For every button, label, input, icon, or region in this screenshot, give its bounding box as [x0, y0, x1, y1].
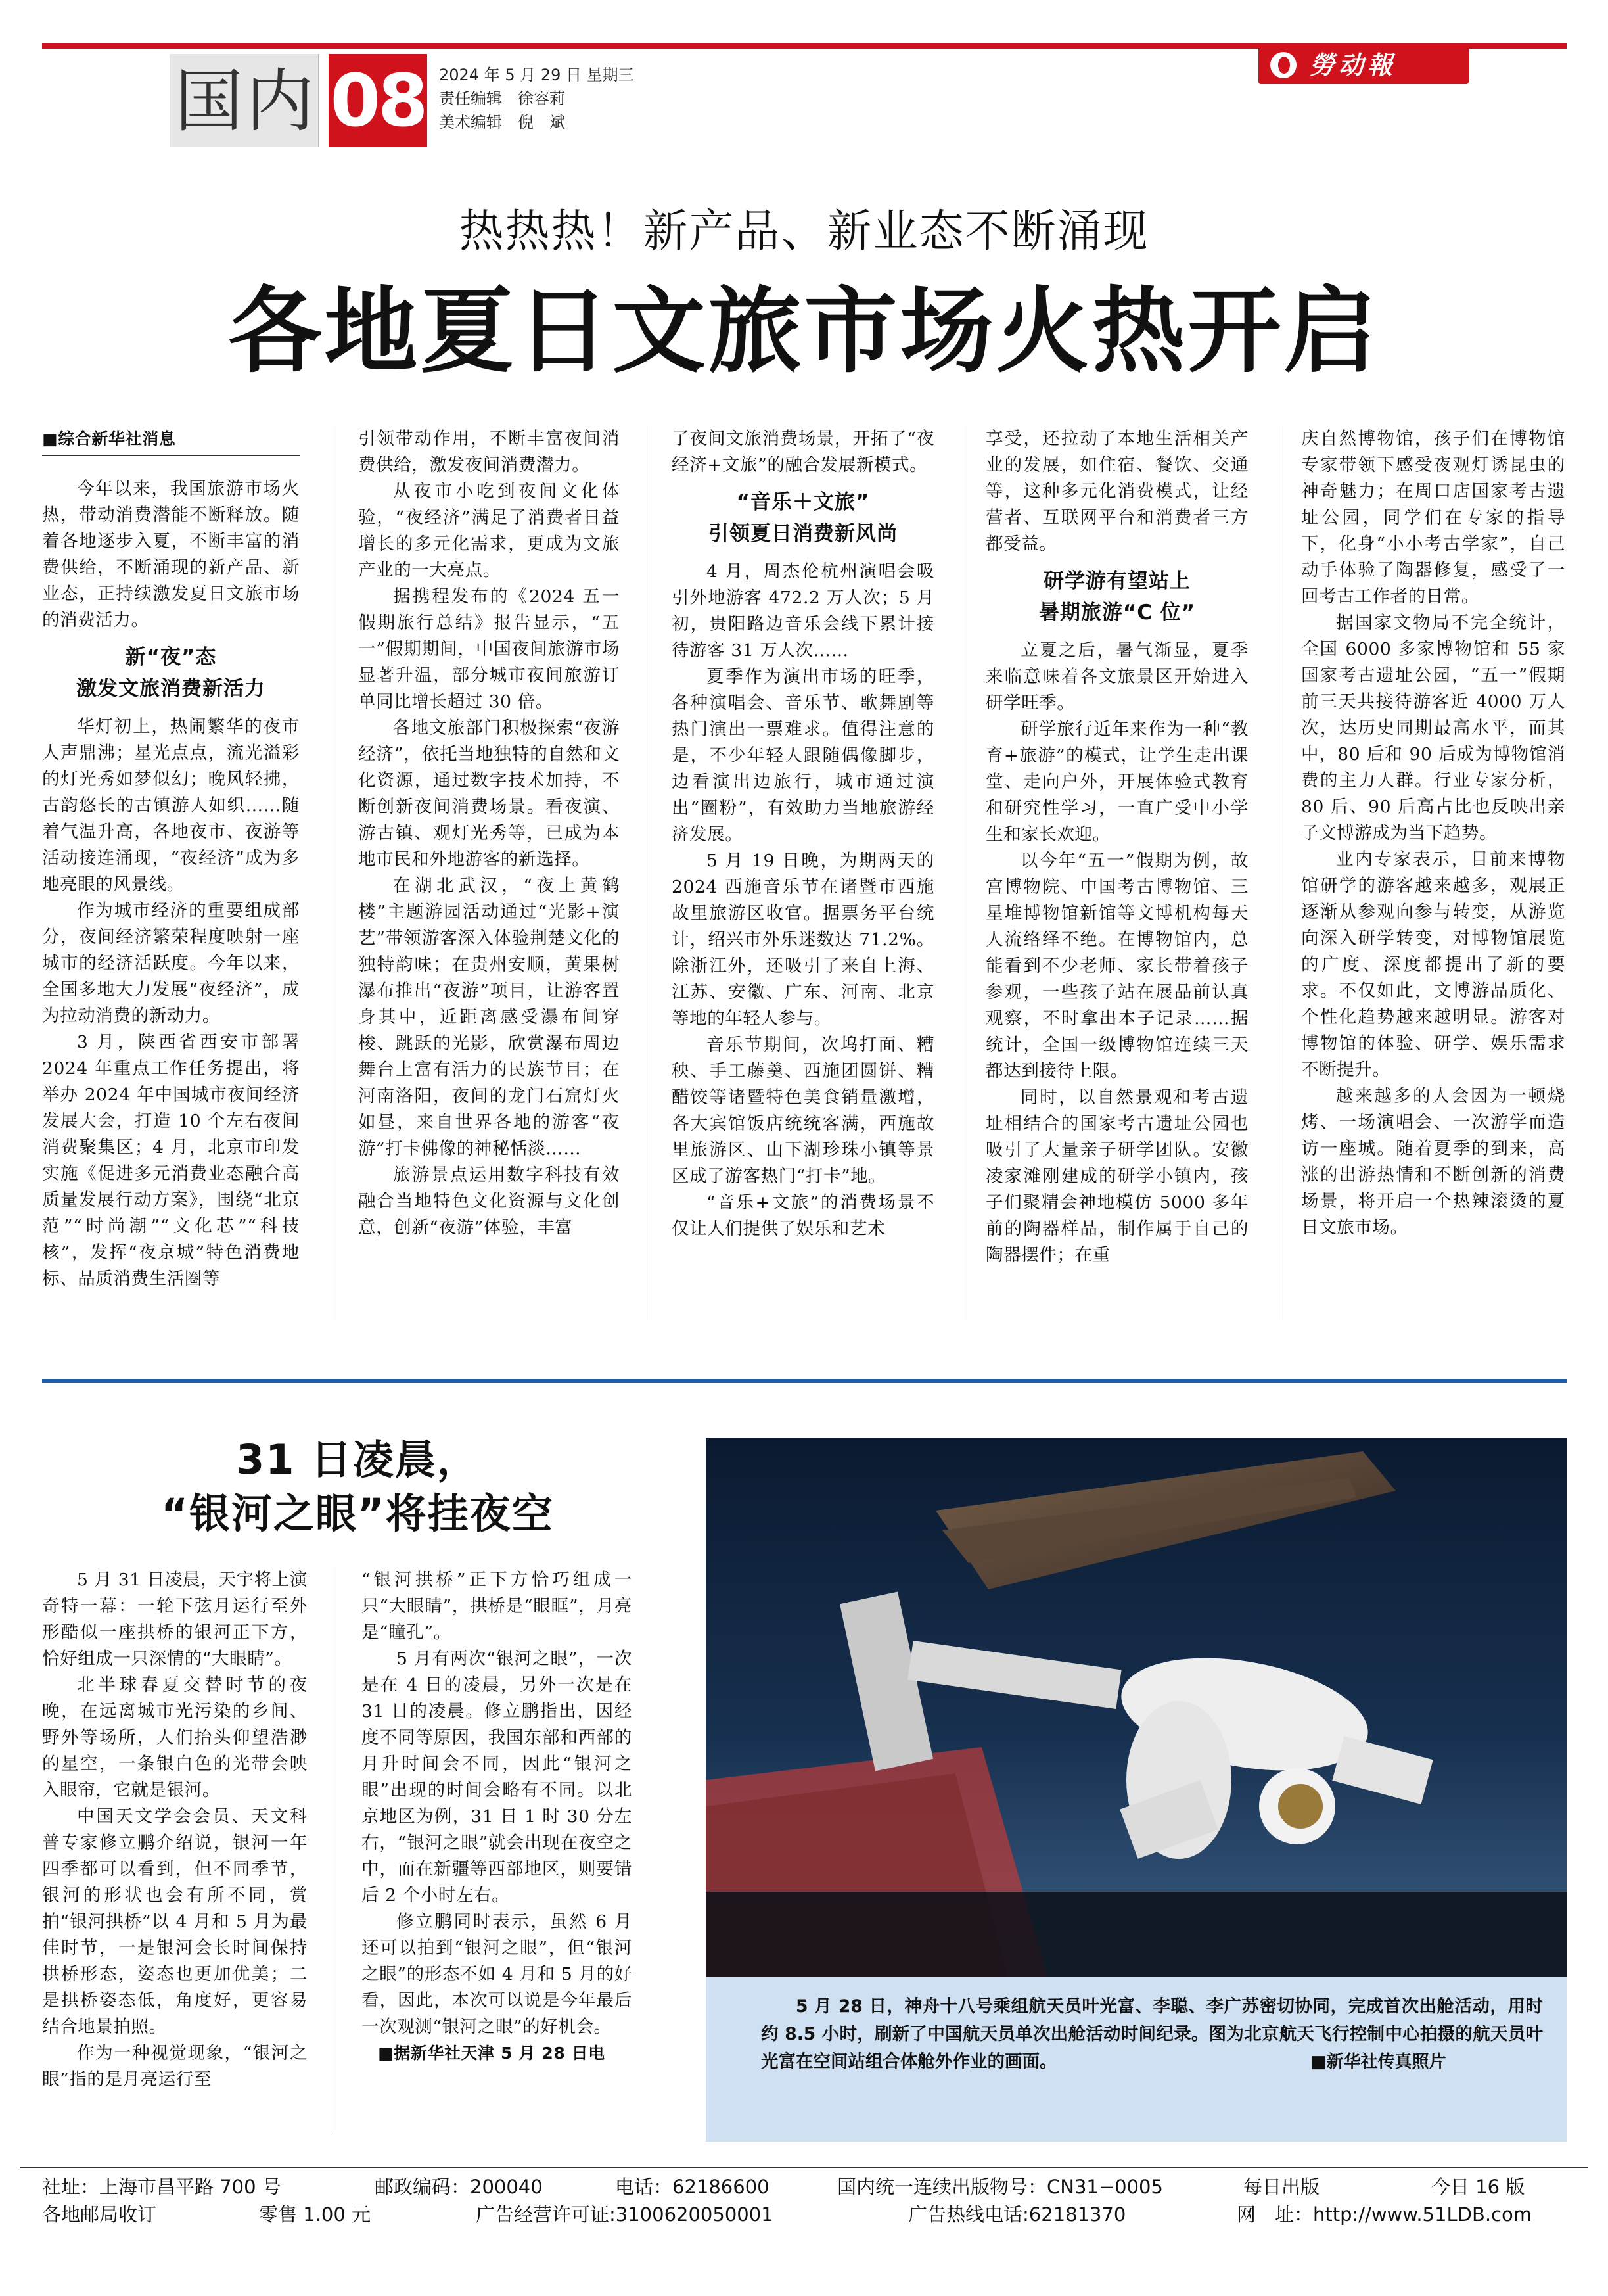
- footer-issn: 国内统一连续出版物号：CN31−0005: [837, 2176, 1163, 2198]
- paragraph: 华灯初上，热闹繁华的夜市人声鼎沸；星光点点，流光溢彩的灯光秀如梦似幻；晚风轻拂，古韵悠长的古镇游人如织……随着气温升高，各地夜市、夜游等活动接连涌现，“夜经济”成为多地亮眼的风景线。: [42, 716, 300, 895]
- photo-caption: 5 月 28 日，神舟十八号乘组航天员叶光富、李聪、李广苏密切协同，完成首次出舱活动，用时约 8.5 小时，刷新了中国航天员单次出舱活动时间纪录。图为北京航天飞行控制中心拍摄的航天员叶光富在空间站组合体舱外作业的画面。: [761, 1996, 1543, 2072]
- spacewalk-photo: [706, 1438, 1567, 1977]
- footer-address: 社址：上海市昌平路 700 号: [42, 2176, 281, 2198]
- paragraph: 夏季作为演出市场的旺季，各种演唱会、音乐节、歌舞剧等热门演出一票难求。值得注意的是，不少年轻人跟随偶像脚步，边看演出边旅行，城市通过演出“圈粉”，有效助力当地旅游经济发展。: [672, 667, 934, 845]
- paragraph: 北半球春夏交替时节的夜晚，在远离城市光污染的乡间、野外等场所，人们抬头仰望浩渺的星空，一条银白色的光带会映入眼帘，它就是银河。: [42, 1675, 308, 1800]
- article1-column-1: [42, 426, 300, 1292]
- responsible-editor: 责任编辑 徐容莉: [439, 89, 565, 108]
- paragraph: 今年以来，我国旅游市场火热，带动消费潜能不断释放。随着各地逐步入夏，不断丰富的消费供给，不断涌现的新产品、新业态，正持续激发夏日文旅市场的消费活力。: [42, 479, 300, 630]
- photo-credit: ■新华社传真照片: [1310, 2052, 1446, 2072]
- paragraph: 中国天文学会会员、天文科普专家修立鹏介绍说，银河一年四季都可以看到，但不同季节，银河的形状也会有所不同，赏拍“银河拱桥”以 4 月和 5 月为最佳时节，一是银河会长时间保持拱桥形态，姿态也更加优美；二是拱桥姿态低，角度好，更容易结合地景拍照。: [42, 1806, 308, 2037]
- paragraph: 作为一种视觉现象，“银河之眼”指的是月亮运行至: [42, 2043, 308, 2090]
- article1-column-4: [986, 426, 1249, 1269]
- article1-column-3: [672, 426, 934, 1242]
- footer-daily: 每日出版: [1243, 2176, 1320, 2198]
- spacewalk-image: [706, 1438, 1567, 1977]
- article2-column-1: [42, 1567, 308, 2093]
- paragraph: 同时，以自然景观和考古遗址相结合的国家考古遗址公园也吸引了大量亲子研学团队。安徽凌家滩刚建成的研学小镇内，孩子们聚精会神地模仿 5000 多年前的陶器样品，制作属于自己的陶器摆件；在重: [986, 1087, 1249, 1265]
- paragraph: 修立鹏同时表示，虽然 6 月还可以拍到“银河之眼”，但“银河之眼”的形态不如 4 月和 5 月的好看，因此，本次可以说是今年最后一次观测“银河之眼”的好机会。: [361, 1911, 632, 2037]
- paragraph: 享受，还拉动了本地生活相关产业的发展，如住宿、餐饮、交通等，这种多元化消费模式，让经营者、互联网平台和消费者三方都受益。: [986, 429, 1249, 554]
- paragraph: 5 月有两次“银河之眼”，一次是在 4 日的凌晨，另外一次是在 31 日的凌晨。修立鹏指出，因经度不同等原因，我国东部和西部的月升时间会不同，因此“银河之眼”出现的时间会略有不同。以北京地区为例，31 日 1 时 30 分左右，“银河之眼”就会出现在夜空之中，而在新疆等西部地区，则要错后 2 个小时左右。: [361, 1649, 632, 1906]
- subheading: “音乐＋文旅” 引领夏日消费新风尚: [708, 490, 898, 546]
- paragraph: 了夜间文旅消费场景，开拓了“夜经济+文旅”的融合发展新模式。: [672, 429, 934, 475]
- paragraph: 研学旅行近年来作为一种“教育+旅游”的模式，让学生走出课堂、走向户外，开展体验式教育和研究性学习，一直广受中小学生和家长欢迎。: [986, 719, 1249, 845]
- footer-ad-license: 广告经营许可证:3100620050001: [476, 2203, 773, 2226]
- page-number: 08: [329, 54, 427, 147]
- footer-ad-phone[interactable]: 广告热线电话:62181370: [908, 2203, 1126, 2226]
- paragraph: 5 月 19 日晚，为期两天的 2024 西施音乐节在诸暨市西施故里旅游区收官。据票务平台统计，绍兴市外乐迷数达 71.2%。除浙江外，还吸引了来自上海、江苏、安徽、广东、河南、北京等地的年轻人参与。: [672, 851, 934, 1029]
- logo-text: 勞动報: [1310, 50, 1397, 80]
- section-name: 国内: [174, 61, 317, 141]
- headline-title: 各地夏日文旅市场火热开启: [228, 277, 1380, 386]
- section-divider: [42, 1379, 1567, 1383]
- footer-pages: 今日 16 版: [1431, 2176, 1525, 2198]
- article1-column-2: [358, 426, 620, 1241]
- issue-date: 2024 年 5 月 29 日 星期三: [439, 66, 634, 84]
- paragraph: 4 月，周杰伦杭州演唱会吸引外地游客 472.2 万人次；5 月初，贵阳路边音乐会线下累计接待游客 31 万人次……: [672, 561, 934, 661]
- newspaper-logo: [1258, 46, 1469, 84]
- paragraph: 据携程发布的《2024 五一假期旅行总结》报告显示，“五一”假期期间，中国夜间旅游市场显著升温，部分城市夜间旅游订单同比增长超过 30 倍。: [358, 586, 620, 712]
- paragraph: “银河拱桥”正下方恰巧组成一只“大眼睛”，拱桥是“眼眶”，月亮是“瞳孔”。: [361, 1570, 632, 1643]
- paragraph: 从夜市小吃到夜间文化体验，“夜经济”满足了消费者日益增长的多元化需求，更成为文旅产业的一大亮点。: [358, 481, 620, 580]
- paragraph: “音乐+文旅”的消费场景不仅让人们提供了娱乐和艺术: [672, 1192, 934, 1239]
- paragraph: 越来越多的人会因为一顿烧烤、一场演唱会、一次游学而造访一座城。随着夏季的到来，高涨的出游热情和不断创新的消费场景，将开启一个热辣滚烫的夏日文旅市场。: [1301, 1086, 1565, 1238]
- article2-title: 31 日凌晨， “银河之眼”将挂夜空: [161, 1436, 554, 1537]
- headline-kicker: 热热热！新产品、新业态不断涌现: [459, 206, 1149, 258]
- paragraph: 庆自然博物馆，孩子们在博物馆专家带领下感受夜观灯诱昆虫的神奇魅力；在周口店国家考古遗址公园，同学们在专家的指导下，化身“小小考古学家”，自己动手体验了陶器修复，感受了一回考古工作者的日常。: [1301, 429, 1565, 607]
- paragraph: 以今年“五一”假期为例，故宫博物院、中国考古博物馆、三星堆博物馆新馆等文博机构每天人流络绎不绝。在博物馆内，总能看到不少老师、家长带着孩子参观，一些孩子站在展品前认真观察，不时拿出本子记录……据统计，全国一级博物馆连续三天都达到接待上限。: [986, 851, 1249, 1081]
- footer-price: 零售 1.00 元: [259, 2203, 371, 2226]
- footer-post: 各地邮局收订: [42, 2203, 157, 2226]
- paragraph: 作为城市经济的重要组成部分，夜间经济繁荣程度映射一座城市的经济活跃度。今年以来，全国多地大力发展“夜经济”，成为拉动消费的新动力。: [42, 901, 300, 1026]
- header-meta: [439, 63, 634, 134]
- footer-website[interactable]: 网 址：http://www.51LDB.com: [1237, 2203, 1532, 2226]
- article1-column-5: [1301, 426, 1565, 1241]
- footer-postcode: 邮政编码：200040: [375, 2176, 543, 2198]
- paragraph: 音乐节期间，次坞打面、糟秧、手工藤羹、西施团圆饼、糟醋饺等诸暨特色美食销量激增，各大宾馆饭店统统客满，西施故里旅游区、山下湖珍珠小镇等景区成了游客热门“打卡”地。: [672, 1035, 934, 1186]
- footer: [42, 2173, 1567, 2228]
- article1-source: ■综合新华社消息: [42, 426, 300, 456]
- paragraph: 业内专家表示，目前来博物馆研学的游客越来越多，观展正逐渐从参观向参与转变，从游览向深入研学转变，对博物馆展览的广度、深度都提出了新的要求。不仅如此，文博游品质化、个性化趋势越来越明显。游客对博物馆的体验、研学、娱乐需求不断提升。: [1301, 849, 1565, 1080]
- art-editor: 美术编辑 倪 斌: [439, 113, 565, 131]
- paragraph: 3 月，陕西省西安市部署 2024 年重点工作任务提出，将举办 2024 年中国城市夜间经济发展大会，打造 10 个左右夜间消费聚集区；4 月，北京市印发实施《促进多元消费业态融合高质量发展行动方案》，围绕“北京范”“时尚潮”“文化芯”“科技核”，发挥“夜京城”特色消费地标、品质消费生活圈等: [42, 1032, 300, 1289]
- paragraph: 5 月 31 日凌晨，天宇将上演奇特一幕：一轮下弦月运行至外形酷似一座拱桥的银河正下方，恰好组成一只深情的“大眼睛”。: [42, 1570, 308, 1669]
- photo-caption-box: [706, 1977, 1567, 2142]
- paragraph: 在湖北武汉，“夜上黄鹤楼”主题游园活动通过“光影+演艺”带领游客深入体验荆楚文化的独特韵味；在贵州安顺，黄果树瀑布推出“夜游”项目，让游客置身其中，近距离感受瀑布间穿梭、跳跃的光影，欣赏瀑布周边舞台上富有活力的民族节目；在河南洛阳，夜间的龙门石窟灯火如昼，来自世界各地的游客“夜游”打卡佛像的神秘恬淡……: [358, 876, 620, 1159]
- footer-phone: 电话：62186600: [615, 2176, 770, 2198]
- paragraph: 引领带动作用，不断丰富夜间消费供给，激发夜间消费潜力。: [358, 429, 620, 475]
- article2-column-2: [361, 1567, 632, 2067]
- paragraph: 据国家文物局不完全统计，全国 6000 多家博物馆和 55 家国家考古遗址公园，“五一”假期前三天共接待游客近 4000 万人次，达历史同期最高水平，而其中，80 后和 90 后成为博物馆消费的主力人群。行业专家分析，80 后、90 后高占比也反映出亲子文博游成为当下趋势。: [1301, 613, 1565, 843]
- article2-credit: ■据新华社天津 5 月 28 日电: [378, 2044, 605, 2063]
- subheading: 新“夜”态 激发文旅消费新活力: [76, 645, 265, 701]
- paragraph: 各地文旅部门积极探索“夜游经济”，依托当地独特的自然和文化资源，通过数字技术加持，不断创新夜间消费场景。看夜演、游古镇、观灯光秀等，已成为本地市民和外地游客的新选择。: [358, 718, 620, 870]
- paragraph: 旅游景点运用数字科技有效融合当地特色文化资源与文化创意，创新“夜游”体验，丰富: [358, 1165, 620, 1238]
- subheading: 研学游有望站上 暑期旅游“C 位”: [1038, 569, 1196, 624]
- footer-rule: [20, 2167, 1588, 2168]
- paragraph: 立夏之后，暑气渐显，夏季来临意味着各文旅景区开始进入研学旺季。: [986, 640, 1249, 713]
